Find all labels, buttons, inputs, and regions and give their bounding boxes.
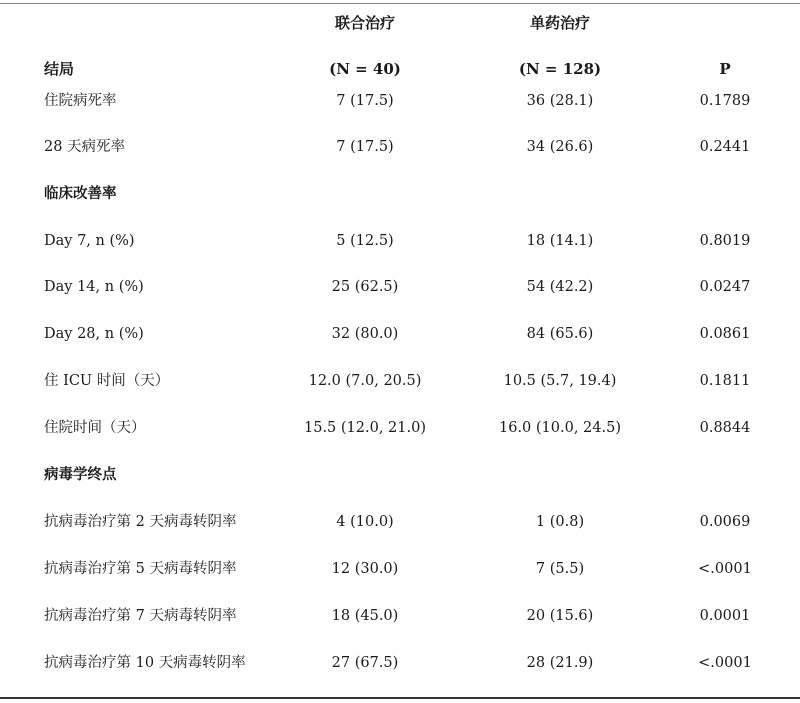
cell-p-value: 0.1789 (699, 93, 751, 109)
row-label: 住院时间（天） (44, 420, 146, 436)
cell-mono-value: 10.5 (5.7, 19.4) (503, 373, 617, 389)
row-label: Day 14, n (%) (44, 279, 144, 295)
section-title: 病毒学终点 (44, 466, 117, 483)
cell-mono-value: 84 (65.6) (526, 326, 594, 342)
cell-mono-value: 20 (15.6) (526, 608, 594, 624)
cell-p-value: 0.0247 (699, 279, 751, 295)
header-mono-n: (N = 128) (518, 60, 602, 78)
cell-p-value: 0.0069 (699, 514, 751, 530)
cell-combo-value: 12 (30.0) (331, 561, 399, 577)
cell-combo-value: 7 (17.5) (336, 93, 394, 109)
cell-p-value: 0.8019 (699, 233, 751, 249)
cell-p-value: <.0001 (698, 561, 752, 577)
cell-combo-value: 32 (80.0) (331, 326, 399, 342)
table-row (0, 413, 800, 443)
row-label: 住院病死率 (44, 93, 117, 109)
table-row (0, 554, 800, 584)
cell-combo-value: 27 (67.5) (331, 655, 399, 671)
header-row-columns (0, 54, 800, 84)
table-row (0, 226, 800, 256)
row-label: 抗病毒治疗第 5 天病毒转阴率 (44, 561, 237, 577)
cell-combo-value: 4 (10.0) (336, 514, 394, 530)
table-row (0, 319, 800, 349)
row-label: Day 7, n (%) (44, 233, 135, 249)
cell-p-value: <.0001 (698, 655, 752, 671)
cell-combo-value: 12.0 (7.0, 20.5) (308, 373, 422, 389)
cell-mono-value: 36 (28.1) (526, 93, 594, 109)
table-row (0, 272, 800, 302)
header-mono-title: 单药治疗 (529, 14, 590, 32)
cell-p-value: 0.8844 (699, 420, 751, 436)
section-title: 临床改善率 (44, 185, 117, 202)
cell-mono-value: 7 (5.5) (535, 561, 585, 577)
cell-mono-value: 28 (21.9) (526, 655, 594, 671)
row-label: 抗病毒治疗第 7 天病毒转阴率 (44, 608, 237, 624)
table-row (0, 507, 800, 537)
header-row-group-titles (0, 8, 800, 38)
row-label: 住 ICU 时间（天） (44, 373, 170, 389)
cell-combo-value: 7 (17.5) (336, 139, 394, 155)
cell-combo-value: 18 (45.0) (331, 608, 399, 624)
table-row (0, 648, 800, 678)
row-label: Day 28, n (%) (44, 326, 144, 342)
header-p-label: P (719, 60, 731, 78)
cell-p-value: 0.1811 (699, 373, 751, 389)
bottom-rule (0, 697, 800, 699)
cell-mono-value: 16.0 (10.0, 24.5) (499, 420, 621, 436)
table-row (0, 132, 800, 162)
row-label: 抗病毒治疗第 2 天病毒转阴率 (44, 514, 237, 530)
cell-p-value: 0.0001 (699, 608, 751, 624)
header-outcome-label: 结局 (44, 60, 75, 78)
row-label: 抗病毒治疗第 10 天病毒转阴率 (44, 655, 246, 671)
top-rule (0, 3, 800, 4)
cell-combo-value: 25 (62.5) (331, 279, 399, 295)
table-row (0, 86, 800, 116)
row-label: 28 天病死率 (44, 139, 126, 155)
cell-combo-value: 15.5 (12.0, 21.0) (304, 420, 426, 436)
section-header-row (0, 460, 800, 490)
header-combo-n: (N = 40) (329, 60, 401, 78)
cell-p-value: 0.2441 (699, 139, 751, 155)
table-row (0, 366, 800, 396)
section-header-row (0, 179, 800, 209)
cell-combo-value: 5 (12.5) (336, 233, 394, 249)
cell-mono-value: 18 (14.1) (526, 233, 594, 249)
cell-p-value: 0.0861 (699, 326, 751, 342)
header-combo-title: 联合治疗 (334, 14, 395, 32)
table-row (0, 601, 800, 631)
cell-mono-value: 34 (26.6) (526, 139, 594, 155)
cell-mono-value: 54 (42.2) (526, 279, 594, 295)
cell-mono-value: 1 (0.8) (535, 514, 585, 530)
